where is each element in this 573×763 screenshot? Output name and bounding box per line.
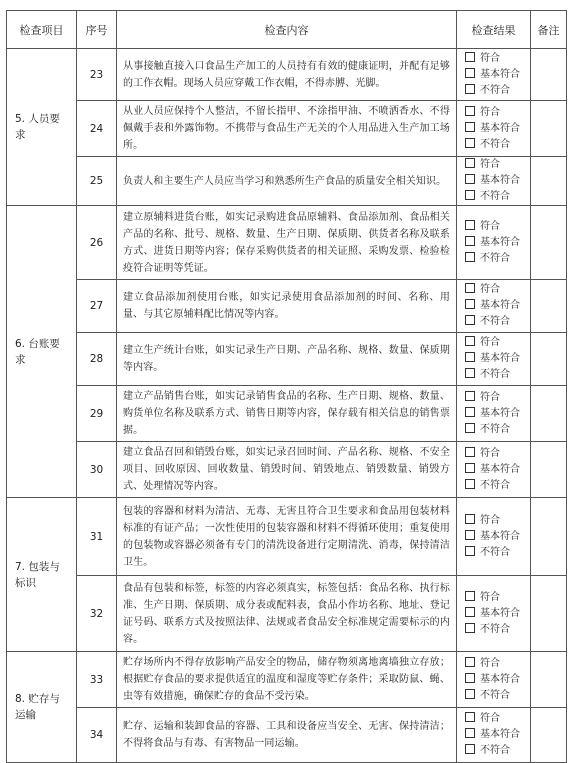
result-option[interactable]: [465, 51, 530, 67]
table-body: [7, 49, 567, 763]
note-cell[interactable]: [531, 708, 567, 763]
result-option[interactable]: [465, 743, 530, 759]
result-options: [457, 386, 531, 442]
result-option[interactable]: [465, 351, 530, 367]
checkbox-icon[interactable]: [465, 252, 475, 262]
header-seq: 序号: [77, 11, 117, 49]
checkbox-icon[interactable]: [465, 84, 475, 94]
result-option[interactable]: [465, 406, 530, 422]
result-option-label: 不符合: [480, 546, 510, 558]
inspection-content: [117, 280, 457, 333]
inspection-content-text: 贮存、运输和装卸食品的容器、工具和设备应当安全、无害、保持清洁；不得将食品与有毒、有害物品一同运输。: [123, 721, 450, 749]
note-cell[interactable]: [531, 442, 567, 498]
inspection-content: [117, 708, 457, 763]
result-option-label: 基本符合: [480, 463, 520, 475]
inspection-content: [117, 386, 457, 442]
result-option[interactable]: [465, 672, 530, 688]
result-option-label: 基本符合: [480, 729, 520, 740]
checkbox-icon[interactable]: [465, 657, 475, 667]
result-option[interactable]: [465, 590, 530, 606]
inspection-content-text: 建立生产统计台账，如实记录生产日期、产品名称、规格、数量、保质期等内容。: [123, 345, 450, 373]
note-cell[interactable]: [531, 206, 567, 280]
checkbox-icon[interactable]: [465, 463, 475, 473]
seq-number: 30: [77, 442, 117, 498]
inspection-content: [117, 101, 457, 157]
result-option-label: 符合: [480, 284, 500, 295]
result-option-label: 符合: [480, 337, 500, 348]
seq-number: 27: [77, 280, 117, 333]
header-note: 备注: [531, 11, 567, 49]
table-header-row: [7, 11, 567, 49]
inspection-checklist-page: [6, 10, 566, 763]
checkbox-icon[interactable]: [465, 546, 475, 556]
result-option-label: 基本符合: [480, 673, 520, 685]
inspection-content: [117, 157, 457, 206]
note-cell[interactable]: [531, 576, 567, 652]
table-row: [7, 157, 567, 206]
result-options: [457, 652, 531, 708]
result-option-label: 基本符合: [480, 300, 520, 311]
result-option-label: 不符合: [480, 84, 510, 96]
result-option-label: 不符合: [480, 689, 510, 701]
note-cell[interactable]: [531, 498, 567, 576]
seq-number: 24: [77, 101, 117, 157]
category-cell: 8. 贮存与运输: [7, 652, 77, 763]
table-row: [7, 280, 567, 333]
result-option[interactable]: [465, 622, 530, 638]
seq-number: 29: [77, 386, 117, 442]
inspection-content-text: 从业人员应保持个人整洁，不留长指甲、不涂指甲油、不喷洒香水、不得佩戴手表和外露饰物。不携带与食品生产无关的个人用品进入生产加工场所。: [123, 106, 450, 151]
result-option-label: 符合: [480, 447, 500, 459]
table-row: [7, 708, 567, 763]
result-option-label: 不符合: [480, 623, 510, 635]
inspection-content-text: 负责人和主要生产人员应当学习和熟悉所生产食品的质量安全相关知识。: [123, 175, 447, 187]
table-row: [7, 652, 567, 708]
result-option[interactable]: [465, 298, 530, 314]
checkbox-icon[interactable]: [465, 299, 475, 309]
result-option-label: 基本符合: [480, 68, 520, 80]
result-options: [457, 333, 531, 386]
checkbox-icon[interactable]: [465, 174, 475, 184]
result-options: [457, 206, 531, 280]
result-options: [457, 442, 531, 498]
result-options: [457, 157, 531, 206]
checkbox-icon[interactable]: [465, 479, 475, 489]
inspection-content: [117, 498, 457, 576]
seq-number: 28: [77, 333, 117, 386]
checkbox-icon[interactable]: [465, 423, 475, 433]
result-option[interactable]: [465, 513, 530, 529]
seq-number: 26: [77, 206, 117, 280]
result-option-label: 符合: [480, 391, 500, 403]
inspection-content: [117, 49, 457, 101]
result-options: [457, 498, 531, 576]
checkbox-icon[interactable]: [465, 138, 475, 148]
result-option[interactable]: [465, 446, 530, 462]
category-cell: 5. 人员要求: [7, 49, 77, 206]
result-options: [457, 101, 531, 157]
result-option-label: 不符合: [480, 316, 510, 327]
checkbox-icon[interactable]: [465, 530, 475, 540]
header-result: 检查结果: [457, 11, 531, 49]
inspection-content-text: 从事接触直接入口食品生产加工的人员持有有效的健康证明，并配有足够的工作衣帽。现场人员应穿戴工作衣帽，不得赤膊、光脚。: [123, 60, 450, 89]
checkbox-icon[interactable]: [465, 106, 475, 116]
result-option[interactable]: [465, 656, 530, 672]
result-options: [457, 49, 531, 101]
result-option[interactable]: [465, 422, 530, 438]
result-option-label: 基本符合: [480, 530, 520, 542]
result-option[interactable]: [465, 173, 530, 189]
seq-number: 34: [77, 708, 117, 763]
note-cell[interactable]: [531, 157, 567, 206]
inspection-content-text: 建立食品添加剂使用台账，如实记录使用食品添加剂的时间、名称、用量、与其它原辅料配比情况等内容。: [123, 292, 450, 320]
result-option-label: 不符合: [480, 369, 510, 380]
inspection-content: [117, 333, 457, 386]
result-option-label: 基本符合: [480, 407, 520, 419]
result-option-label: 不符合: [480, 745, 510, 756]
inspection-content: [117, 652, 457, 708]
result-option[interactable]: [465, 711, 530, 727]
result-option-label: 不符合: [480, 138, 510, 150]
table-row: [7, 442, 567, 498]
category-cell: 7. 包装与标识: [7, 498, 77, 652]
inspection-content-text: 包装的容器和材料为清洁、无毒、无害且符合卫生要求和食品用包装材料标准的有证产品；一次性使用的包装容器和材料不得循环使用；重复使用的包装物或容器必须备有专门的清洗设备进行定期清洗、消毒，保持清洁卫生。: [123, 505, 450, 568]
seq-number: 25: [77, 157, 117, 206]
seq-number: 33: [77, 652, 117, 708]
result-option-label: 符合: [480, 514, 500, 526]
table-row: [7, 576, 567, 652]
checkbox-icon[interactable]: [465, 391, 475, 401]
checkbox-icon[interactable]: [465, 368, 475, 378]
checkbox-icon[interactable]: [465, 673, 475, 683]
result-options: [457, 708, 531, 763]
result-option-label: 符合: [480, 657, 500, 669]
checkbox-icon[interactable]: [465, 68, 475, 78]
checkbox-icon[interactable]: [465, 220, 475, 230]
checkbox-icon[interactable]: [465, 236, 475, 246]
header-category: 检查项目: [7, 11, 77, 49]
result-option[interactable]: [465, 83, 530, 99]
checkbox-icon[interactable]: [465, 728, 475, 738]
result-option[interactable]: [465, 529, 530, 545]
checkbox-icon[interactable]: [465, 623, 475, 633]
checkbox-icon[interactable]: [465, 407, 475, 417]
inspection-content-text: 食品有包装和标签，标签的内容必须真实，标签包括：食品名称、执行标准、生产日期、保质期、成分表或配料表，食品小作坊名称、地址、登记证号码、联系方式及按照法律、法规或者食品安全标准规定需要标示的内容。: [123, 582, 450, 645]
result-option-label: 符合: [480, 713, 500, 724]
seq-number: 31: [77, 498, 117, 576]
checkbox-icon[interactable]: [465, 712, 475, 722]
category-cell: 6. 台账要求: [7, 206, 77, 498]
checkbox-icon[interactable]: [465, 283, 475, 293]
note-cell[interactable]: [531, 386, 567, 442]
checkbox-icon[interactable]: [465, 607, 475, 617]
result-option-label: 基本符合: [480, 607, 520, 619]
result-option-label: 基本符合: [480, 353, 520, 364]
table-row: [7, 498, 567, 576]
result-option-label: 基本符合: [480, 175, 520, 186]
result-option[interactable]: [465, 688, 530, 704]
result-option[interactable]: [465, 478, 530, 494]
result-option[interactable]: [465, 545, 530, 561]
inspection-content-text: 建立产品销售台账，如实记录销售食品的名称、生产日期、规格、数量、购货单位名称及联系方式、销售日期等内容，保存载有相关信息的销售票据。: [123, 391, 450, 436]
result-option[interactable]: [465, 105, 530, 121]
result-option[interactable]: [465, 367, 530, 383]
result-option-label: 不符合: [480, 479, 510, 491]
checkbox-icon[interactable]: [465, 190, 475, 200]
checkbox-icon[interactable]: [465, 315, 475, 325]
seq-number: 32: [77, 576, 117, 652]
result-option[interactable]: [465, 121, 530, 137]
note-cell[interactable]: [531, 333, 567, 386]
result-option[interactable]: [465, 727, 530, 743]
inspection-content-text: 贮存场所内不得存放影响产品安全的物品，储存物须离地离墙独立存放；根据贮存食品的要求提供适宜的温度和湿度等贮存条件；采取防鼠、蝇、虫等有效措施，确保贮存的食品不受污染。: [123, 657, 450, 702]
result-option[interactable]: [465, 314, 530, 330]
result-option-label: 符合: [480, 52, 500, 64]
result-option-label: 不符合: [480, 252, 510, 264]
result-option[interactable]: [465, 67, 530, 83]
table-row: [7, 49, 567, 101]
inspection-content: [117, 206, 457, 280]
result-option-label: 符合: [480, 159, 500, 170]
inspection-table: [6, 10, 567, 763]
checkbox-icon[interactable]: [465, 352, 475, 362]
table-row: [7, 386, 567, 442]
inspection-content-text: 建立食品召回和销毁台账，如实记录召回时间、产品名称、规格、不安全项目、回收原因、回收数量、销毁时间、销毁地点、销毁数量、销毁方式、处理情况等内容。: [123, 447, 450, 492]
result-option[interactable]: [465, 335, 530, 351]
checkbox-icon[interactable]: [465, 514, 475, 524]
note-cell[interactable]: [531, 49, 567, 101]
checkbox-icon[interactable]: [465, 447, 475, 457]
result-option-label: 符合: [480, 591, 500, 603]
inspection-content: [117, 442, 457, 498]
note-cell[interactable]: [531, 280, 567, 333]
table-row: [7, 333, 567, 386]
seq-number: 23: [77, 49, 117, 101]
result-option-label: 基本符合: [480, 236, 520, 248]
inspection-content-text: 建立原辅料进货台账，如实记录购进食品原辅料、食品添加剂、食品相关产品的名称、批号、规格、数量、生产日期、保质期、供货者名称及联系方式、进货日期等内容；保存采购供货者的相关证照、采购发票、检验检疫符合证明等凭证。: [123, 211, 450, 274]
result-option-label: 符合: [480, 106, 500, 118]
inspection-content: [117, 576, 457, 652]
result-option[interactable]: [465, 137, 530, 153]
checkbox-icon[interactable]: [465, 591, 475, 601]
result-option-label: 不符合: [480, 191, 510, 202]
table-row: [7, 101, 567, 157]
note-cell[interactable]: [531, 101, 567, 157]
result-option[interactable]: [465, 157, 530, 173]
result-option-label: 不符合: [480, 423, 510, 435]
checkbox-icon[interactable]: [465, 336, 475, 346]
result-option-label: 符合: [480, 220, 500, 232]
result-options: [457, 576, 531, 652]
result-option[interactable]: [465, 462, 530, 478]
result-option[interactable]: [465, 282, 530, 298]
note-cell[interactable]: [531, 652, 567, 708]
header-content: 检查内容: [117, 11, 457, 49]
result-option[interactable]: [465, 235, 530, 251]
checkbox-icon[interactable]: [465, 689, 475, 699]
checkbox-icon[interactable]: [465, 52, 475, 62]
checkbox-icon[interactable]: [465, 744, 475, 754]
result-option-label: 基本符合: [480, 122, 520, 134]
result-options: [457, 280, 531, 333]
result-option[interactable]: [465, 390, 530, 406]
checkbox-icon[interactable]: [465, 158, 475, 168]
result-option[interactable]: [465, 189, 530, 205]
checkbox-icon[interactable]: [465, 122, 475, 132]
table-row: [7, 206, 567, 280]
result-option[interactable]: [465, 251, 530, 267]
result-option[interactable]: [465, 219, 530, 235]
result-option[interactable]: [465, 606, 530, 622]
